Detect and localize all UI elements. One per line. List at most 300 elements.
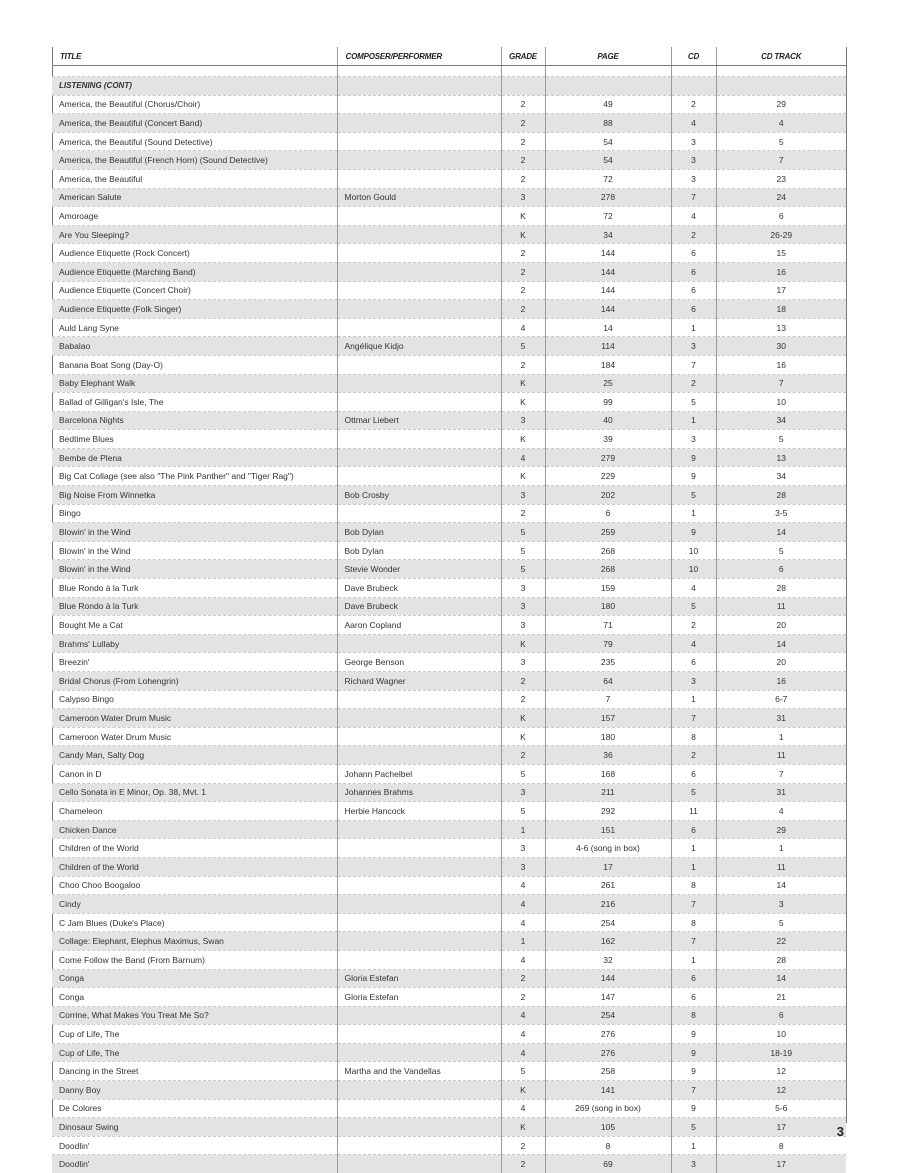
grade-cell: 3: [501, 597, 545, 616]
page-cell: 72: [545, 169, 671, 188]
title-cell: America, the Beautiful (Sound Detective): [52, 132, 337, 151]
title-cell: Auld Lang Syne: [52, 318, 337, 337]
page-cell: 229: [545, 467, 671, 486]
title-cell: Cup of Life, The: [52, 1025, 337, 1044]
title-cell: Breezin': [52, 653, 337, 672]
page-cell: 168: [545, 764, 671, 783]
cd-track-cell: 17: [716, 1155, 846, 1173]
title-cell: Cup of Life, The: [52, 1043, 337, 1062]
grade-cell: 4: [501, 913, 545, 932]
grade-cell: 4: [501, 1006, 545, 1025]
cd-track-cell: 34: [716, 467, 846, 486]
cd-track-cell: 29: [716, 95, 846, 114]
composer-cell: Dave Brubeck: [337, 579, 501, 598]
composer-cell: Richard Wagner: [337, 672, 501, 691]
grade-cell: 3: [501, 411, 545, 430]
table-row: [52, 1081, 846, 1100]
table-row: [52, 969, 846, 988]
cd-cell: 3: [671, 672, 716, 691]
cd-track-cell: 7: [716, 374, 846, 393]
title-cell: Blowin' in the Wind: [52, 560, 337, 579]
table-row: [52, 318, 846, 337]
composer-cell: [337, 634, 501, 653]
grade-cell: 4: [501, 950, 545, 969]
cd-track-cell: 18-19: [716, 1043, 846, 1062]
table-row: [52, 523, 846, 542]
cd-cell: 6: [671, 988, 716, 1007]
page-cell: 159: [545, 579, 671, 598]
table-row: [52, 430, 846, 449]
cd-track-cell: 13: [716, 318, 846, 337]
grade-cell: 2: [501, 988, 545, 1007]
table-row: [52, 616, 846, 635]
cd-track-cell: 28: [716, 950, 846, 969]
page-cell: 17: [545, 857, 671, 876]
composer-cell: Ottmar Liebert: [337, 411, 501, 430]
cd-cell: 9: [671, 448, 716, 467]
title-cell: Chameleon: [52, 802, 337, 821]
composer-cell: Morton Gould: [337, 188, 501, 207]
page-cell: 151: [545, 820, 671, 839]
table-row: [52, 783, 846, 802]
page-cell: 36: [545, 746, 671, 765]
cd-cell: 3: [671, 169, 716, 188]
table-row: [52, 95, 846, 114]
cd-track-cell: 31: [716, 709, 846, 728]
cd-track-cell: 3: [716, 895, 846, 914]
cd-track-cell: 6-7: [716, 690, 846, 709]
cd-cell: 10: [671, 560, 716, 579]
grade-cell: 3: [501, 579, 545, 598]
title-cell: Conga: [52, 969, 337, 988]
grade-cell: 3: [501, 188, 545, 207]
cd-track-cell: 4: [716, 802, 846, 821]
cd-track-cell: 13: [716, 448, 846, 467]
page-cell: 202: [545, 486, 671, 505]
title-cell: C Jam Blues (Duke's Place): [52, 913, 337, 932]
table-row: [52, 1099, 846, 1118]
title-cell: Chicken Dance: [52, 820, 337, 839]
grade-cell: K: [501, 1118, 545, 1137]
title-cell: America, the Beautiful (Concert Band): [52, 114, 337, 133]
grade-cell: 2: [501, 355, 545, 374]
cd-cell: 7: [671, 895, 716, 914]
grade-cell: 1: [501, 932, 545, 951]
grade-cell: 2: [501, 281, 545, 300]
composer-cell: Gloria Estefan: [337, 988, 501, 1007]
composer-cell: [337, 709, 501, 728]
table-row: [52, 913, 846, 932]
table-row: [52, 839, 846, 858]
cd-track-cell: 31: [716, 783, 846, 802]
cd-track-cell: 28: [716, 486, 846, 505]
cd-cell: 9: [671, 467, 716, 486]
page-cell: 54: [545, 151, 671, 170]
page-cell: 54: [545, 132, 671, 151]
composer-cell: [337, 114, 501, 133]
cd-track-cell: 12: [716, 1081, 846, 1100]
cd-cell: 11: [671, 802, 716, 821]
title-cell: Choo Choo Boogaloo: [52, 876, 337, 895]
composer-cell: [337, 913, 501, 932]
grade-cell: 2: [501, 169, 545, 188]
grade-cell: 4: [501, 1043, 545, 1062]
table-row: [52, 355, 846, 374]
composer-cell: [337, 393, 501, 412]
grade-cell: 4: [501, 1025, 545, 1044]
cd-track-cell: 7: [716, 151, 846, 170]
cd-cell: 1: [671, 857, 716, 876]
cd-track-cell: 28: [716, 579, 846, 598]
composer-cell: [337, 876, 501, 895]
cd-track-cell: 1: [716, 839, 846, 858]
cd-cell: 8: [671, 876, 716, 895]
grade-cell: 2: [501, 1155, 545, 1173]
grade-cell: 5: [501, 523, 545, 542]
title-cell: Children of the World: [52, 839, 337, 858]
grade-cell: 3: [501, 857, 545, 876]
title-cell: American Salute: [52, 188, 337, 207]
composer-cell: [337, 281, 501, 300]
page-cell: 211: [545, 783, 671, 802]
table-row: [52, 653, 846, 672]
cd-track-cell: 20: [716, 616, 846, 635]
cd-cell: 8: [671, 913, 716, 932]
grade-cell: K: [501, 207, 545, 226]
header-row: [52, 47, 846, 66]
grade-cell: 2: [501, 690, 545, 709]
cd-cell: 2: [671, 95, 716, 114]
page-cell: 147: [545, 988, 671, 1007]
page-cell: 144: [545, 262, 671, 281]
header-grade: GRADE: [501, 47, 545, 66]
composer-cell: [337, 374, 501, 393]
table-row: [52, 262, 846, 281]
composer-cell: Johann Pachelbel: [337, 764, 501, 783]
page-cell: 180: [545, 727, 671, 746]
cd-track-cell: 29: [716, 820, 846, 839]
grade-cell: 2: [501, 1136, 545, 1155]
cd-cell: 2: [671, 374, 716, 393]
cd-track-cell: 14: [716, 634, 846, 653]
cd-cell: 7: [671, 709, 716, 728]
table-row: [52, 950, 846, 969]
listening-index-sheet: [52, 47, 846, 1173]
cd-cell: 1: [671, 504, 716, 523]
page-cell: 235: [545, 653, 671, 672]
table-row: [52, 207, 846, 226]
composer-cell: Herbie Hancock: [337, 802, 501, 821]
cd-track-cell: 24: [716, 188, 846, 207]
page-cell: 261: [545, 876, 671, 895]
composer-cell: [337, 727, 501, 746]
title-cell: Blowin' in the Wind: [52, 541, 337, 560]
grade-cell: 4: [501, 318, 545, 337]
table-row: [52, 188, 846, 207]
cd-cell: 9: [671, 1062, 716, 1081]
grade-cell: 3: [501, 839, 545, 858]
table-row: [52, 988, 846, 1007]
composer-cell: [337, 151, 501, 170]
grade-cell: 3: [501, 486, 545, 505]
cd-cell: 6: [671, 281, 716, 300]
grade-cell: 5: [501, 1062, 545, 1081]
composer-cell: Johannes Brahms: [337, 783, 501, 802]
cd-cell: 2: [671, 616, 716, 635]
title-cell: Canon in D: [52, 764, 337, 783]
grade-cell: 5: [501, 560, 545, 579]
composer-cell: [337, 1118, 501, 1137]
page-cell: 49: [545, 95, 671, 114]
page-cell: 268: [545, 541, 671, 560]
table-row: [52, 1136, 846, 1155]
cd-cell: 7: [671, 355, 716, 374]
title-cell: Are You Sleeping?: [52, 225, 337, 244]
title-cell: Conga: [52, 988, 337, 1007]
table-row: [52, 225, 846, 244]
page-cell: 7: [545, 690, 671, 709]
page-cell: 99: [545, 393, 671, 412]
grade-cell: K: [501, 374, 545, 393]
grade-cell: 2: [501, 672, 545, 691]
table-row: [52, 467, 846, 486]
title-cell: Big Noise From Winnetka: [52, 486, 337, 505]
page-cell: 258: [545, 1062, 671, 1081]
title-cell: Big Cat Collage (see also "The Pink Panther" and "Tiger Rag"): [52, 467, 337, 486]
composer-cell: [337, 207, 501, 226]
grade-cell: 5: [501, 337, 545, 356]
page-cell: 8: [545, 1136, 671, 1155]
cd-cell: 6: [671, 244, 716, 263]
grade-cell: 2: [501, 132, 545, 151]
cd-cell: 7: [671, 1081, 716, 1100]
page-cell: 144: [545, 300, 671, 319]
cd-track-cell: 3-5: [716, 504, 846, 523]
title-cell: Doodlin': [52, 1136, 337, 1155]
cd-cell: 7: [671, 188, 716, 207]
title-cell: Amoroage: [52, 207, 337, 226]
cd-cell: 3: [671, 132, 716, 151]
table-row: [52, 132, 846, 151]
cd-cell: 8: [671, 727, 716, 746]
title-cell: Come Follow the Band (From Barnum): [52, 950, 337, 969]
composer-cell: [337, 132, 501, 151]
grade-cell: K: [501, 393, 545, 412]
title-cell: Blue Rondo à la Turk: [52, 597, 337, 616]
composer-cell: [337, 820, 501, 839]
table-row: [52, 560, 846, 579]
title-cell: Blue Rondo à la Turk: [52, 579, 337, 598]
cd-track-cell: 11: [716, 857, 846, 876]
table-row: [52, 541, 846, 560]
title-cell: Cindy: [52, 895, 337, 914]
table-row: [52, 672, 846, 691]
page-cell: 276: [545, 1043, 671, 1062]
cd-cell: 4: [671, 207, 716, 226]
cd-track-cell: 5: [716, 430, 846, 449]
cd-track-cell: 20: [716, 653, 846, 672]
title-cell: Dancing in the Street: [52, 1062, 337, 1081]
grade-cell: 3: [501, 783, 545, 802]
table-row: [52, 820, 846, 839]
page-cell: 34: [545, 225, 671, 244]
table-row: [52, 300, 846, 319]
grade-cell: 4: [501, 876, 545, 895]
composer-cell: [337, 244, 501, 263]
composer-cell: [337, 895, 501, 914]
title-cell: Candy Man, Salty Dog: [52, 746, 337, 765]
composer-cell: [337, 1081, 501, 1100]
cd-cell: 9: [671, 523, 716, 542]
cd-cell: 1: [671, 690, 716, 709]
cd-track-cell: 18: [716, 300, 846, 319]
cd-cell: 6: [671, 764, 716, 783]
composer-cell: [337, 467, 501, 486]
table-row: [52, 1025, 846, 1044]
composer-cell: Dave Brubeck: [337, 597, 501, 616]
page-cell: 254: [545, 1006, 671, 1025]
page-cell: 180: [545, 597, 671, 616]
grade-cell: 2: [501, 746, 545, 765]
page-cell: 259: [545, 523, 671, 542]
title-cell: Baby Elephant Walk: [52, 374, 337, 393]
composer-cell: [337, 1136, 501, 1155]
page-cell: 105: [545, 1118, 671, 1137]
table-row: [52, 486, 846, 505]
cd-track-cell: 11: [716, 746, 846, 765]
table-row: [52, 281, 846, 300]
cd-cell: 9: [671, 1025, 716, 1044]
page-cell: 216: [545, 895, 671, 914]
title-cell: Dinosaur Swing: [52, 1118, 337, 1137]
title-cell: Bridal Chorus (From Lohengrin): [52, 672, 337, 691]
cd-track-cell: 16: [716, 262, 846, 281]
cd-cell: 10: [671, 541, 716, 560]
page-cell: 276: [545, 1025, 671, 1044]
section-label: LISTENING (CONT): [52, 77, 337, 96]
title-cell: Children of the World: [52, 857, 337, 876]
cd-cell: 6: [671, 653, 716, 672]
cd-cell: 1: [671, 411, 716, 430]
cd-track-cell: 10: [716, 393, 846, 412]
table-row: [52, 393, 846, 412]
grade-cell: K: [501, 709, 545, 728]
title-cell: America, the Beautiful: [52, 169, 337, 188]
table-row: [52, 746, 846, 765]
cd-cell: 3: [671, 151, 716, 170]
cd-track-cell: 5: [716, 541, 846, 560]
cd-cell: 4: [671, 634, 716, 653]
table-row: [52, 932, 846, 951]
composer-cell: [337, 1025, 501, 1044]
cd-track-cell: 5-6: [716, 1099, 846, 1118]
grade-cell: 2: [501, 262, 545, 281]
page-cell: 269 (song in box): [545, 1099, 671, 1118]
cd-track-cell: 30: [716, 337, 846, 356]
page-cell: 72: [545, 207, 671, 226]
grade-cell: K: [501, 225, 545, 244]
title-cell: Blowin' in the Wind: [52, 523, 337, 542]
grade-cell: 3: [501, 616, 545, 635]
cd-track-cell: 23: [716, 169, 846, 188]
composer-cell: Aaron Copland: [337, 616, 501, 635]
grade-cell: 5: [501, 541, 545, 560]
cd-track-cell: 15: [716, 244, 846, 263]
page-cell: 32: [545, 950, 671, 969]
page-cell: 25: [545, 374, 671, 393]
table-row: [52, 597, 846, 616]
title-cell: Babalao: [52, 337, 337, 356]
title-cell: Bedtime Blues: [52, 430, 337, 449]
cd-cell: 5: [671, 1118, 716, 1137]
grade-cell: 4: [501, 895, 545, 914]
cd-track-cell: 4: [716, 114, 846, 133]
composer-cell: George Benson: [337, 653, 501, 672]
table-row: [52, 1118, 846, 1137]
title-cell: Ballad of Gilligan's Isle, The: [52, 393, 337, 412]
cd-track-cell: 12: [716, 1062, 846, 1081]
composer-cell: Bob Crosby: [337, 486, 501, 505]
title-cell: Bought Me a Cat: [52, 616, 337, 635]
header-title: TITLE: [52, 47, 337, 66]
cd-track-cell: 26-29: [716, 225, 846, 244]
cd-track-cell: 34: [716, 411, 846, 430]
page-cell: 6: [545, 504, 671, 523]
composer-cell: [337, 839, 501, 858]
table-row: [52, 374, 846, 393]
cd-track-cell: 10: [716, 1025, 846, 1044]
page-cell: 79: [545, 634, 671, 653]
title-cell: Barcelona Nights: [52, 411, 337, 430]
table-row: [52, 709, 846, 728]
grade-cell: 2: [501, 95, 545, 114]
grade-cell: 4: [501, 448, 545, 467]
page-cell: 279: [545, 448, 671, 467]
composer-cell: Stevie Wonder: [337, 560, 501, 579]
composer-cell: [337, 225, 501, 244]
grade-cell: 2: [501, 244, 545, 263]
page-cell: 144: [545, 281, 671, 300]
cd-cell: 3: [671, 430, 716, 449]
grade-cell: K: [501, 634, 545, 653]
composer-cell: [337, 504, 501, 523]
table-row: [52, 448, 846, 467]
header-cd-track: CD TRACK: [716, 47, 846, 66]
table-row: [52, 876, 846, 895]
cd-cell: 6: [671, 262, 716, 281]
section-row: [52, 77, 846, 96]
grade-cell: K: [501, 467, 545, 486]
table-row: [52, 764, 846, 783]
grade-cell: 2: [501, 969, 545, 988]
page-cell: 141: [545, 1081, 671, 1100]
header-page: PAGE: [545, 47, 671, 66]
page-cell: 40: [545, 411, 671, 430]
table-row: [52, 1043, 846, 1062]
cd-cell: 4: [671, 579, 716, 598]
cd-track-cell: 6: [716, 560, 846, 579]
cd-cell: 4: [671, 114, 716, 133]
cd-track-cell: 5: [716, 132, 846, 151]
composer-cell: [337, 950, 501, 969]
cd-track-cell: 21: [716, 988, 846, 1007]
title-cell: Audience Etiquette (Rock Concert): [52, 244, 337, 263]
table-row: [52, 579, 846, 598]
table-row: [52, 857, 846, 876]
cd-track-cell: 14: [716, 969, 846, 988]
grade-cell: 5: [501, 802, 545, 821]
cd-track-cell: 6: [716, 1006, 846, 1025]
